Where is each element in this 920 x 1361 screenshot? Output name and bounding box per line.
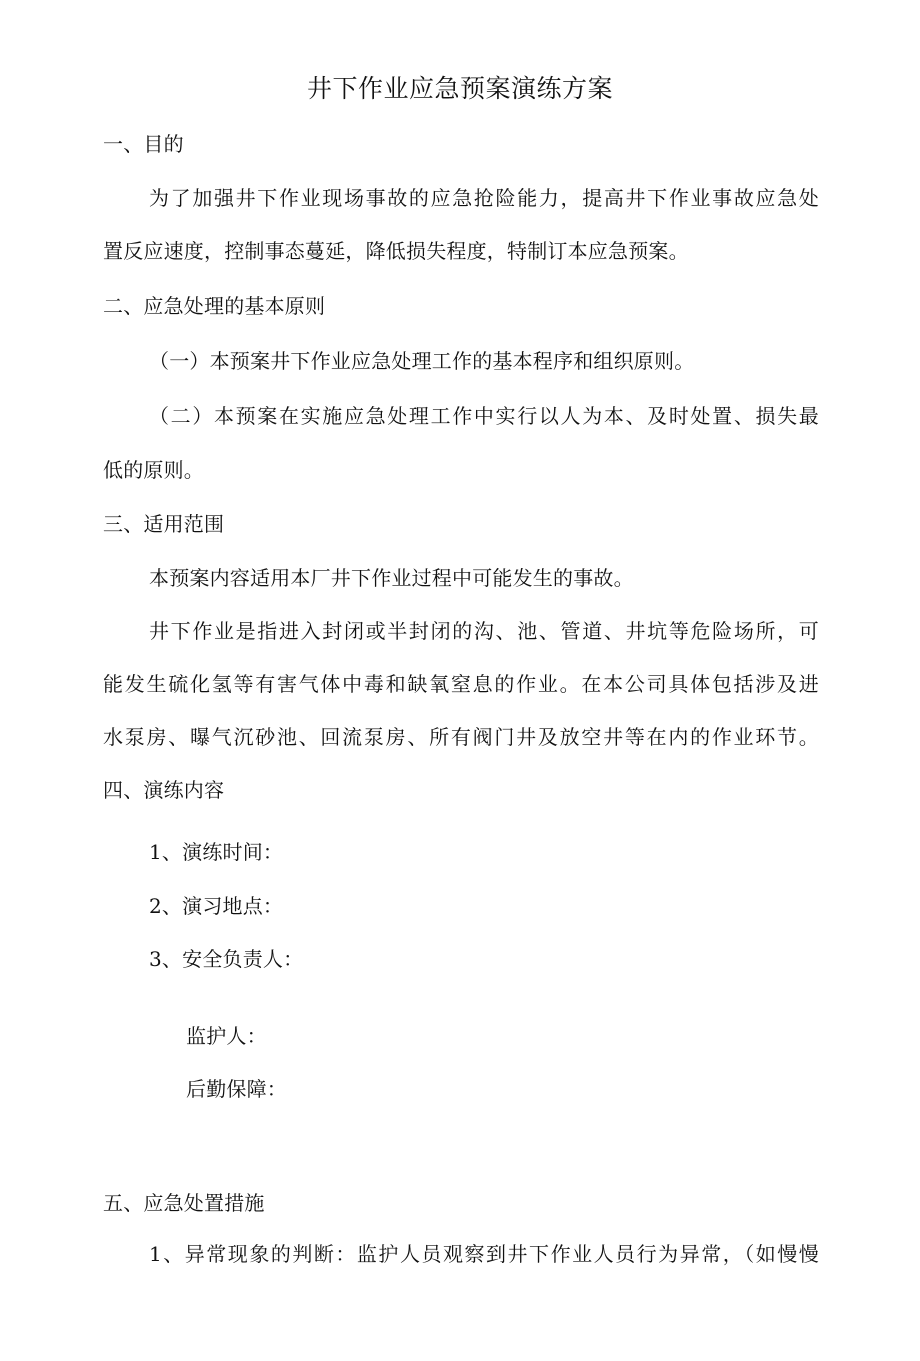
section-4-item-1: 1、演练时间： bbox=[149, 840, 284, 864]
section-2-item-1: （一）本预案井下作业应急处理工作的基本程序和组织原则。 bbox=[149, 349, 695, 373]
section-4-item-2: 2、演习地点： bbox=[149, 894, 284, 918]
section-3-paragraph-2-line-1: 井下作业是指进入封闭或半封闭的沟、池、管道、井坑等危险场所，可 bbox=[149, 619, 819, 643]
section-3-paragraph-1: 本预案内容适用本厂井下作业过程中可能发生的事故。 bbox=[149, 566, 634, 590]
section-4-item-3: 3、安全负责人： bbox=[149, 947, 304, 971]
section-3-heading: 三、适用范围 bbox=[103, 512, 225, 536]
section-1-paragraph-line-2: 置反应速度，控制事态蔓延，降低损失程度，特制订本应急预案。 bbox=[103, 239, 689, 263]
section-4-subitem-2: 后勤保障： bbox=[186, 1077, 287, 1101]
section-1-paragraph-line-1: 为了加强井下作业现场事故的应急抢险能力，提高井下作业事故应急处 bbox=[149, 186, 819, 210]
section-3-paragraph-2-line-2: 能发生硫化氢等有害气体中毒和缺氧窒息的作业。在本公司具体包括涉及进 bbox=[103, 672, 819, 696]
section-2-item-2-line-2: 低的原则。 bbox=[103, 458, 204, 482]
section-5-heading: 五、应急处置措施 bbox=[103, 1191, 265, 1215]
section-5-item-1-line-1: 1、异常现象的判断：监护人员观察到井下作业人员行为异常，（如慢慢 bbox=[149, 1242, 819, 1266]
document-title: 井下作业应急预案演练方案 bbox=[306, 74, 613, 103]
section-4-heading: 四、演练内容 bbox=[103, 778, 225, 802]
section-2-item-2-line-1: （二）本预案在实施应急处理工作中实行以人为本、及时处置、损失最 bbox=[149, 404, 819, 428]
section-4-subitem-1: 监护人： bbox=[186, 1024, 267, 1048]
section-1-heading: 一、目的 bbox=[103, 132, 184, 156]
section-3-paragraph-2-line-3: 水泵房、曝气沉砂池、回流泵房、所有阀门井及放空井等在内的作业环节。 bbox=[103, 725, 819, 749]
section-2-heading: 二、应急处理的基本原则 bbox=[103, 294, 326, 318]
